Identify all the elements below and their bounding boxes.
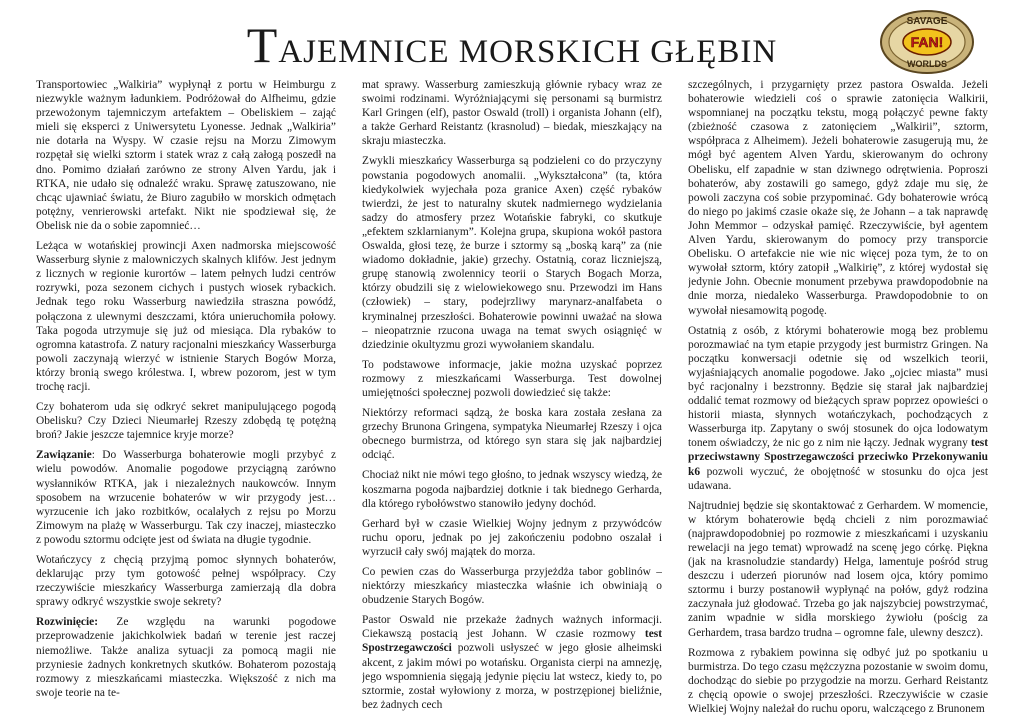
article-columns (36, 78, 988, 718)
paragraph: Transportowiec „Walkiria” wypłynął z portu w Heimburgu z niezwykle ważnym ładunkiem. Podróżował do Alfheimu, gdzie przewożonym tajemniczym artefaktem – Obeliskiem – zająć mieli się eksperci z Uniwersytetu Lyonesse. Jednak „Walkiria” nie dotarła na Wyspy. W czasie rejsu na Morzu Zimowym rozpętał się wielki sztorm i statek wraz z całą załogą poszedł na dno. Pomimo działań zarówno ze strony Alven Yardu, jak i RTKA, nie udało się odnaleźć wraku. Sprawę zatuszowano, nie chcąc ujawniać światu, że Biuro zagubiło w morskich odmętach potężny, venrierowski artefakt. Nikt nie spodziewał się, że Obelisk nie da o sobie zapomnieć… (36, 79, 336, 232)
logo-center-text: FAN! (910, 34, 944, 50)
paragraph: Gerhard był w czasie Wielkiej Wojny jednym z przywódców ruchu oporu, jednak po jej zakończeniu podobno oszalał i wyrzucił cały swój majątek do morza. (362, 517, 662, 558)
page-title (0, 16, 1024, 74)
column-2 (362, 78, 662, 718)
paragraph-text: Ostatnią z osób, z którymi bohaterowie mogą bez problemu porozmawiać na tym etapie przygody jest burmistrz Gringen. Na początku konwersacji odetnie się od wszelkich teorii, wyjaśniających anomalie pogodowe. Jako „ojciec miasta” musi być racjonalny i bezstronny. Będzie się starał jak najbardziej oddalić temat rozmowy od bieżących spraw poprzez opowieści o historii miasta, słynnych wotańczykach, pochodzących z Wasserburga itp. Zapytany o swój stosunek do ojca lodowatym tonem oświadczy, że nic go z nim nie łączy. Jednak wygrany (688, 324, 988, 450)
paragraph: mat sprawy. Wasserburg zamieszkują głównie rybacy wraz ze swoimi rodzinami. Wyróżniającymi się personami są burmistrz Karl Gringen (elf), pastor Oswald (troll) i organista Johann (elf), a także Gerhard Reistantz (krasnolud) – biedak, mieszkający na skraju miasteczka. (362, 79, 662, 148)
page-title-rest: AJEMNICE MORSKICH GŁĘBIN (278, 34, 778, 70)
paragraph: szczególnych, i przygarnięty przez pastora Oswalda. Jeżeli bohaterowie wiedzieli coś o sprawie zatonięcia Walkirii, wspomnianej na początku tekstu, mogą połączyć pewne fakty (zbieżność czasowa z zatonięciem „Walkirii”, sztorm, współpraca z Alheimem). Jeżeli bohaterowie zasugerują mu, że mógł być agentem Alven Yardu, skierowanym do ochrony Obelisku, elf zapadnie w stan dziwnego odrętwienia. Poproszi bohaterów, aby zostawili go samego, gdyż zdaje mu się, że powoli zaczyna coś sobie przypominać. Gdy bohaterowie wrócą do niego po jakimś czasie okaże się, że Johann – a tak naprawdę John Memmor – odzyskał pamięć. Rzeczywiście, był agentem Alven Yardu, skierowanym do pomocy przy transporcie Obelisku. O artefakcie nie wie nic więcej poza tym, że to on wywołał sztorm, który zatopił „Walkirię”, z której wydostał się jedynie John. Obecnie monument przebywa prawdopodobnie na dnie morza, niedaleko Wasserburga. Prawdopodobnie to on wywołał niesamowitą pogodę. (688, 79, 988, 317)
paragraph: Wotańczycy z chęcią przyjmą pomoc słynnych bohaterów, deklarując przy tym gotowość pełnej współpracy. Czy rzeczywiście mieszkańcy Wasserburga zamierzają dla dobra sprawy odkryć wszystkie swoje sekrety? (36, 554, 336, 609)
paragraph-label: Zawiązanie (36, 449, 92, 462)
paragraph: Chociaż nikt nie mówi tego głośno, to jednak wszyscy wiedzą, że koszmarna pogoda najbardziej dotknie i tak biednego Gerharda, dla którego rybołówstwo stanowiło jedyny dochód. (362, 469, 662, 510)
paragraph-label: Rozwinięcie: (36, 616, 98, 629)
paragraph: Leżąca w wotańskiej prowincji Axen nadmorska miejscowość Wasserburg słynie z malowniczych skalnych klifów. Jest jednym z licznych w regionie kurortów – latem pełnych ludzi centrów rozrywki, poza sezonem cichych i pustych wiosek rybackich. Jednak tego roku Wasserburg nawiedziła straszna powódź, połączona z ulewnymi deszczami, która unieruchomiła połowy. Taka pogoda utrzymuje się już od miesiąca. Dla rybaków to ogromna katastrofa. Z natury racjonalni mieszkańcy Wasserburga powoli zaczynają wierzyć w istnienie Starych Bogów Morza, którzy bronią swego królestwa. I, wbrew pozorom, jest w tym trochę racji. (36, 240, 336, 393)
column-3 (688, 78, 988, 718)
paragraph (362, 613, 662, 712)
logo-top-text: SAVAGE (906, 16, 948, 27)
paragraph: Rozmowa z rybakiem powinna się odbyć już po spotkaniu u burmistrza. Do tego czasu mężczyzna pozostanie w swoim domu, dochodząc do siebie po przygodzie na morzu. Gerhard Reistantz z chęcią opowie o swojej przeszłości. Rzeczywiście w czasie Wielkiej Wojny należał do ruchu oporu, walczącego z Brunonem (688, 646, 988, 716)
paragraph: Co pewien czas do Wasserburga przyjeżdża tabor goblinów – niektórzy mieszkańcy miasteczka właśnie ich obwiniają o obudzenie Starych Bogów. (362, 566, 662, 607)
paragraph: Najtrudniej będzie się skontaktować z Gerhardem. W momencie, w którym bohaterowie będą chcieli z nim porozmawiać (najprawdopodobniej po rozmowie z mieszkańcami i uzyskaniu rewelacji na jego temat) wprowadź na scenę jego córkę. Piękna (jak na krasnoludzie standardy) Helga, lamentuje pośród strug deszczu i uderzeń piorunów nad losem ojca, który pomimo sztormu i burzy postanowił wypłynąć na połów, gdyż rodzina zaczynała już głodować. Trzeba go jak najszybciej powstrzymać, zanim wpadnie w sidła morskiego żywiołu (pościg za Gerhardem, trasa bardzo trudna – ogromne fale, ulewny deszcz). (688, 499, 988, 639)
paragraph-text: pozwoli usłyszeć w jego głosie alheimski akcent, z jakim mówi po wotańsku. Organista cierpi na amnezję, jego wspomnienia sięgają jedynie pięciu lat wstecz, kiedy to, po sztormie, został wyłowiony z morza, w postrzępionej bieliźnie, bez żadnych cech (362, 642, 662, 711)
paragraph: Niektórzy reformaci sądzą, że boska kara została zesłana za grzechy Brunona Gringena, sympatyka Nieumarłej Rzeszy i ojca obecnego burmistrza, od którego syn stara się jak najbardziej odciąć. (362, 407, 662, 462)
paragraph (688, 324, 988, 493)
paragraph-text: Ze względu na warunki pogodowe przeprowadzenie jakichkolwiek badań w terenie jest raczej niemożliwe. Także analiza sytuacji za pomocą magii nie przyniesie żadnych konkretnych skutków. Bohaterom pozostają rozmowy z mieszkańcami miasteczka. Większość z nich ma swoje teorie na te- (36, 616, 336, 699)
paragraph-text: Pastor Oswald nie przekaże żadnych ważnych informacji. Ciekawszą postacią jest Johann. W czasie rozmowy (362, 614, 662, 641)
paragraph-text: : Do Wasserburga bohaterowie mogli przybyć z wielu powodów. Anomalie pogodowe przyciągną zarówno wysłanników RTKA, jak i niezależnych naukowców. Innym sposobem na wrzucenie bohaterów w wir przygody jest… wyrzucenie ich jako rozbitków, ocalałych z rejsu po Morzu Zimowym na plażę w Wasserburgu. Tak czy inaczej, miasteczko z powodu sztormu odcięte jest od świata na długie tygodnie. (36, 449, 336, 546)
savage-worlds-fan-logo (878, 8, 976, 76)
paragraph: Czy bohaterom uda się odkryć sekret manipulującego pogodą Obelisku? Czy Dzieci Nieumarłej Rzeszy zdobędą tę potężną broń? Jakie jeszcze tajemnice kryje morze? (36, 401, 336, 442)
test-label: test Spostrzegawczości (362, 628, 662, 655)
test-label: test przeciwstawny Spostrzegawczości przeciwko Przekonywaniu k6 (688, 437, 988, 478)
paragraph: To podstawowe informacje, jakie można uzyskać poprzez rozmowy z mieszkańcami Wasserburga. Test dowolnej umiejętności społecznej pozwoli dowiedzieć się także: (362, 358, 662, 399)
paragraph (36, 448, 336, 547)
paragraph (36, 615, 336, 700)
logo-bottom-text: WORLDS (907, 59, 947, 69)
page-title-initial: T (246, 17, 279, 73)
paragraph: Zwykli mieszkańcy Wasserburga są podzieleni co do przyczyny powstania pogodowych anomalii. „Wykształcona” (ta, która kiedykolwiek wyjechała poza granice Axen) część rybaków twierdzi, że jest to naturalny skutek nadmiernego wydzielania sadzy do atmosfery przez Wotańskie fabryki, co skutkuje „efektem szklarnianym”. Kolejna grupa, skupiona wokół pastora Oswalda, głosi tezę, że burze i sztormy są „boską karą” za (nie wiadomo dokładnie, jakie) grzechy. Ostatnią, coraz liczniejszą, grupę stanowią zwolennicy teorii o Starych Bogach Morza, którzy obudzili się z wielowiekowego snu. Przewodzi im Hans (człowiek) – stary, podejrzliwy marynarz-analfabeta o kryminalnej przeszłości. Bohaterowie powinni uważać na słowa – nieopatrznie rzucona uwaga na temat swych osiągnięć w dziedzinie okultyzmu grozi wywołaniem skandalu. (362, 155, 662, 351)
column-1 (36, 78, 336, 718)
paragraph-text: pozwoli wyczuć, że obojętność w stosunku do ojca jest udawana. (688, 465, 988, 492)
